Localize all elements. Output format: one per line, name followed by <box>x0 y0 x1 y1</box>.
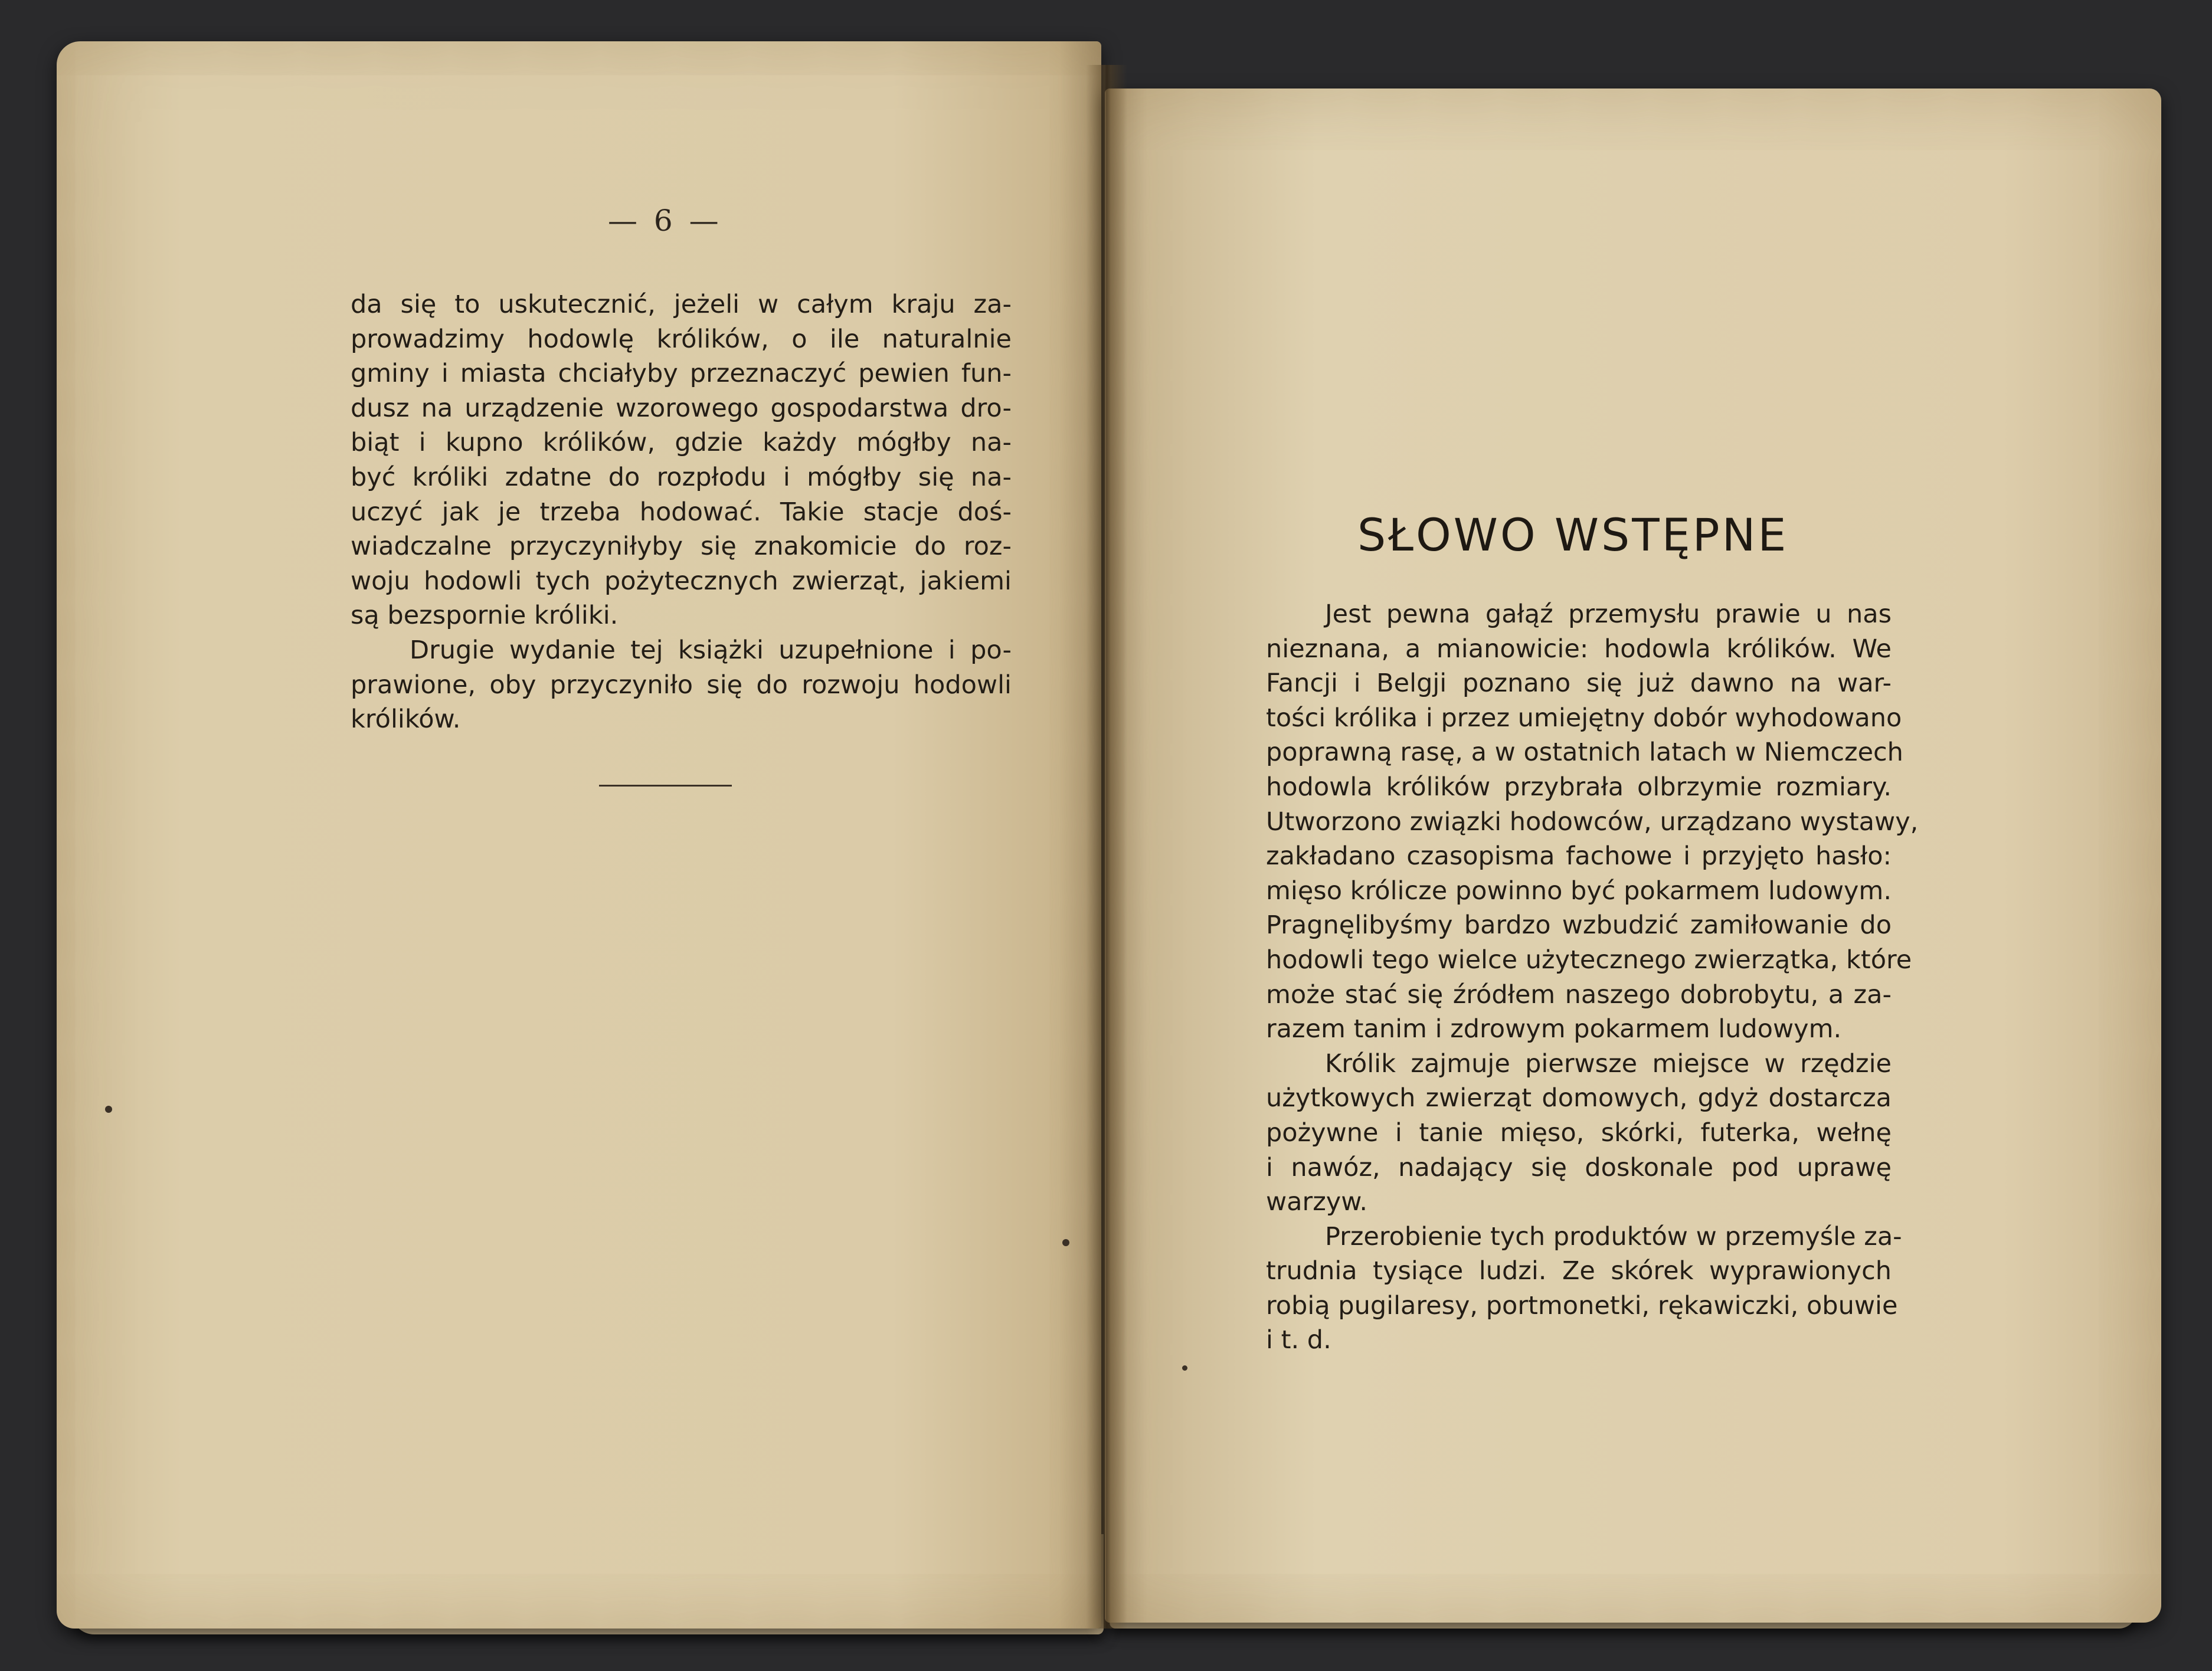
text-line: tości królika i przez umiejętny dobór wyhodowano <box>1266 703 1902 733</box>
section-divider-rule <box>599 785 732 787</box>
text-line: Utworzono związki hodowców, urządzano wystawy, <box>1266 807 1919 837</box>
text-line: trudnia tysiące ludzi. Ze skórek wyprawionych <box>1266 1256 1892 1286</box>
text-line: uczyć jak je trzeba hodować. Takie stacje doś- <box>351 497 1012 527</box>
text-line: może stać się źródłem naszego dobrobytu, a za- <box>1266 979 1892 1010</box>
text-line: hodowla królików przybrała olbrzymie rozmiary. <box>1266 772 1892 802</box>
page-number: — 6 — <box>608 204 722 238</box>
text-line: Drugie wydanie tej książki uzupełnione i po- <box>410 635 1012 665</box>
text-line: prawione, oby przyczyniło się do rozwoju hodowli <box>351 670 1012 700</box>
right-paragraph-1 <box>1266 597 1919 1047</box>
text-line: Fancji i Belgji poznano się już dawno na war- <box>1266 669 1892 699</box>
text-line: nieznana, a mianowicie: hodowla królików. We <box>1266 634 1892 664</box>
text-line: robią pugilaresy, portmonetki, rękawiczki, obuwie <box>1266 1290 1898 1321</box>
right-paragraph-3 <box>1266 1220 1902 1358</box>
text-line: warzyw. <box>1266 1187 1368 1217</box>
text-line: prowadzimy hodowlę królików, o ile naturalnie <box>351 324 1012 354</box>
text-line: i nawóz, nadający się doskonale pod uprawę <box>1266 1152 1892 1182</box>
paper-speck <box>105 1106 112 1113</box>
chapter-heading: SŁOWO WSTĘPNE <box>1357 509 1789 561</box>
left-page-body <box>351 287 1012 737</box>
text-line: gminy i miasta chciałyby przeznaczyć pewien fun- <box>351 359 1012 389</box>
text-line: woju hodowli tych pożytecznych zwierząt, jakiemi <box>351 566 1012 596</box>
left-page <box>57 41 1101 1629</box>
text-line: da się to uskutecznić, jeżeli w całym kraju za- <box>351 290 1012 319</box>
paper-speck <box>1182 1365 1187 1371</box>
right-paragraph-2 <box>1266 1047 1892 1220</box>
paper-speck <box>1062 1239 1069 1246</box>
text-line: poprawną rasę, a w ostatnich latach w Niemczech <box>1266 738 1903 768</box>
text-line: biąt i kupno królików, gdzie każdy mógłby na- <box>351 428 1012 458</box>
text-line: wiadczalne przyczyniłyby się znakomicie do roz- <box>351 532 1012 562</box>
text-line: być króliki zdatne do rozpłodu i mógłby się na- <box>351 462 1012 492</box>
left-paragraph-1 <box>351 287 1012 633</box>
text-line: mięso królicze powinno być pokarmem ludowym. <box>1266 876 1892 906</box>
text-line: użytkowych zwierząt domowych, gdyż dostarcza <box>1266 1083 1892 1113</box>
text-line: pożywne i tanie mięso, skórki, futerka, wełnę <box>1266 1118 1892 1148</box>
text-line: i t. d. <box>1266 1325 1331 1355</box>
text-line: są bezspornie króliki. <box>351 601 619 631</box>
text-line: hodowli tego wielce użytecznego zwierzątka, które <box>1266 945 1912 975</box>
text-line: Pragnęlibyśmy bardzo wzbudzić zamiłowanie do <box>1266 910 1892 941</box>
text-line: Królik zajmuje pierwsze miejsce w rzędzie <box>1325 1049 1892 1079</box>
text-line: dusz na urządzenie wzorowego gospodarstwa dro- <box>351 393 1012 423</box>
text-line: razem tanim i zdrowym pokarmem ludowym. <box>1266 1014 1842 1044</box>
text-line: królików. <box>351 705 461 735</box>
right-page-body <box>1266 597 1919 1358</box>
text-line: Jest pewna gałąź przemysłu prawie u nas <box>1325 599 1892 629</box>
book-gutter <box>1086 65 1127 1629</box>
text-line: Przerobienie tych produktów w przemyśle za- <box>1325 1221 1902 1251</box>
left-paragraph-2 <box>351 633 1012 737</box>
text-line: zakładano czasopisma fachowe i przyjęto hasło: <box>1266 841 1892 871</box>
